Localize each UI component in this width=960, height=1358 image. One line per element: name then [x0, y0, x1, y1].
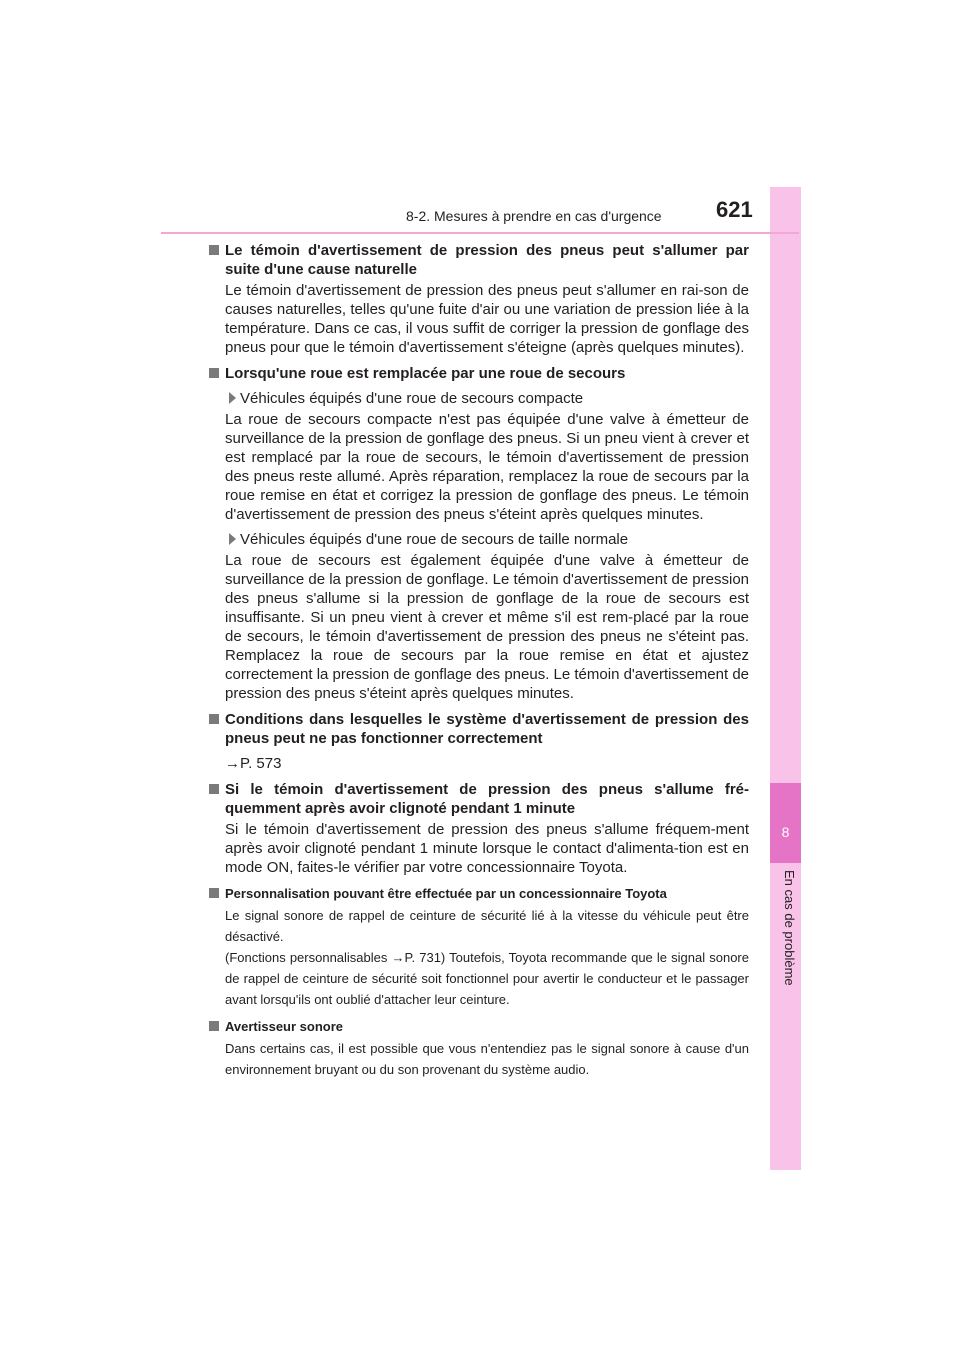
- square-bullet-icon: [209, 784, 219, 794]
- section-tire-warning-natural-cause: [209, 241, 749, 357]
- chapter-title: En cas de problème: [782, 870, 797, 986]
- section-system-conditions: [209, 710, 749, 773]
- side-tab: [770, 187, 801, 1170]
- square-bullet-icon: [209, 1021, 219, 1031]
- section-buzzer: [209, 1017, 749, 1080]
- section-title: Personnalisation pouvant être effectuée par un concessionnaire Toyota: [209, 884, 749, 903]
- square-bullet-icon: [209, 888, 219, 898]
- section-title: Le témoin d'avertissement de pression des pneus peut s'allumer par suite d'une cause naturelle: [209, 241, 749, 279]
- square-bullet-icon: [209, 714, 219, 724]
- triangle-bullet-icon: [229, 533, 236, 545]
- section-body: Le signal sonore de rappel de ceinture de sécurité lié à la vitesse du véhicule peut être désactivé.: [225, 908, 749, 944]
- section-body: La roue de secours compacte n'est pas équipée d'une valve à émetteur de surveillance de la pression de gonflage des pneus. Si un pneu vient à crever et est remplacé par la roue de secours, le témoin d'avertissement de pression des pneus reste allumé. Après réparation, remplacez la roue de secours par la roue remise en état et corrigez la pression de gonflage des pneus. Le témoin d'avertissement de pression des pneus s'éteint après quelques minutes.: [225, 411, 749, 523]
- section-spare-wheel: [209, 364, 749, 703]
- chapter-number: 8: [781, 824, 790, 840]
- subheading: Véhicules équipés d'une roue de secours compacte: [209, 389, 749, 408]
- section-title: Lorsqu'une roue est remplacée par une roue de secours: [209, 364, 749, 383]
- page-number: 621: [716, 197, 753, 222]
- square-bullet-icon: [209, 368, 219, 378]
- header-rule: [161, 232, 799, 234]
- header-section-title: 8-2. Mesures à prendre en cas d'urgence: [406, 208, 662, 224]
- section-body: La roue de secours est également équipée d'une valve à émetteur de surveillance de la pression de gonflage. Le témoin d'avertissement de pression des pneus s'allume si la pression de gonflage de la roue de secours est insuffisante. Si un pneu vient à crever et même s'il est rem-placé par la roue de secours, le témoin d'avertissement de pression des pneus ne s'éteint pas. Remplacez la roue de secours par la roue remise en état et ajustez correctement la pression de gonflage des pneus. Le témoin d'avertissement de pression des pneus s'éteint après quelques minutes.: [225, 552, 750, 702]
- triangle-bullet-icon: [229, 392, 236, 404]
- subheading: Véhicules équipés d'une roue de secours de taille normale: [209, 530, 749, 549]
- section-frequent-warning: [209, 780, 749, 877]
- section-title: Conditions dans lesquelles le système d'avertissement de pression des pneus peut ne pas fonctionner correctement: [209, 710, 749, 748]
- section-body: (Fonctions personnalisables →P. 731) Toutefois, Toyota recommande que le signal sonore de rappel de ceinture de sécurité soit fonctionnel pour avertir le conducteur et le passager avant lorsqu'ils ont oublié d'attacher leur ceinture.: [225, 950, 749, 1007]
- section-title: Avertisseur sonore: [209, 1017, 749, 1036]
- side-tab-active-marker: [770, 783, 801, 863]
- section-body: Si le témoin d'avertissement de pression des pneus s'allume fréquem-ment après avoir clignoté pendant 1 minute lorsque le contact d'alimenta-tion est en mode ON, faites-le vérifier par votre concessionnaire Toyota.: [225, 821, 749, 876]
- section-body: Le témoin d'avertissement de pression des pneus peut s'allumer en rai-son de causes naturelles, telles qu'une fuite d'air ou une variation de pression liée à la température. Dans ce cas, il vous suffit de corriger la pression de gonflage des pneus pour que le témoin d'avertissement s'éteigne (après quelques minutes).: [225, 282, 749, 356]
- section-body: Dans certains cas, il est possible que vous n'entendiez pas le signal sonore à cause d'un environnement bruyant ou du son provenant du système audio.: [225, 1041, 749, 1077]
- section-title: Si le témoin d'avertissement de pression des pneus s'allume fré-quemment après avoir clignoté pendant 1 minute: [209, 780, 749, 818]
- square-bullet-icon: [209, 245, 219, 255]
- page-content: [209, 241, 749, 1087]
- section-customization: [209, 884, 749, 1010]
- page-reference-link[interactable]: →P. 573: [225, 755, 282, 772]
